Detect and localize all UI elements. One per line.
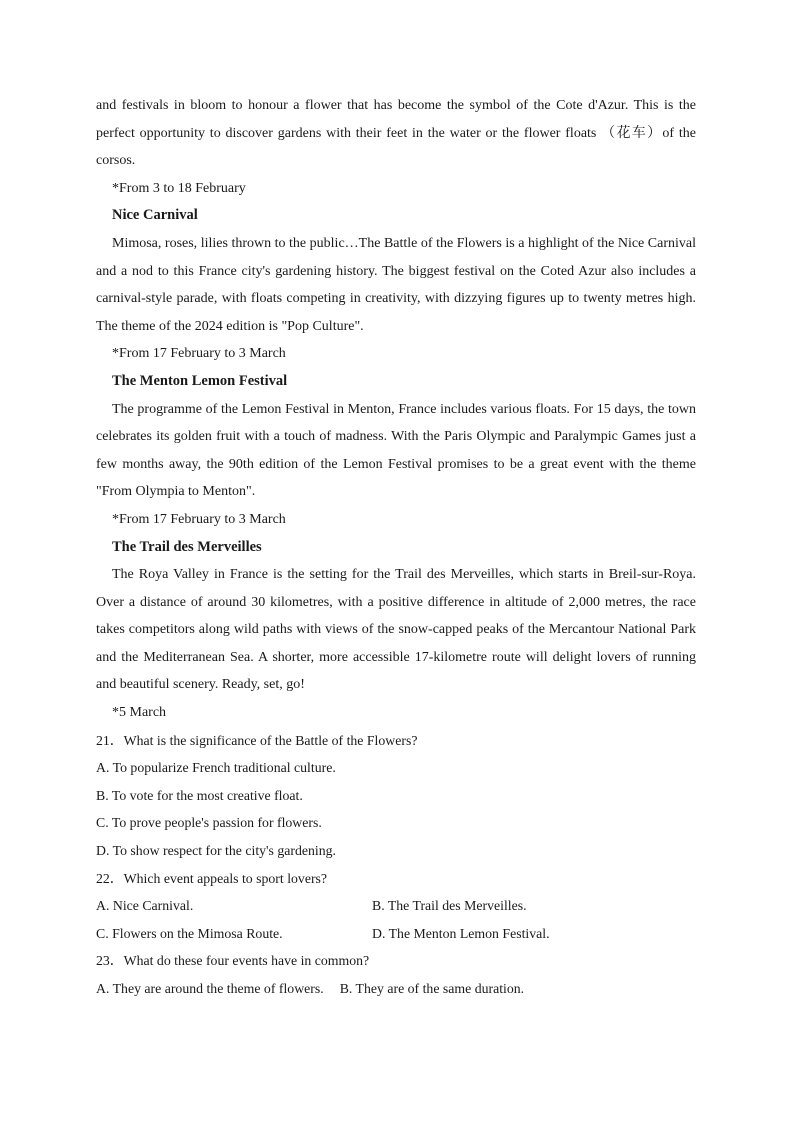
q21-option-c: C. To prove people's passion for flowers. bbox=[96, 815, 322, 831]
q22-options-row-1 bbox=[96, 892, 696, 920]
question-22: 22．Which event appeals to sport lovers? bbox=[96, 870, 328, 886]
event-date-lemon-festival: *From 17 February to 3 March bbox=[112, 511, 286, 527]
q21-option-a: A. To popularize French traditional culture. bbox=[96, 760, 336, 776]
q23-options-row-1 bbox=[96, 975, 696, 1003]
event-date-trail: *5 March bbox=[112, 705, 167, 721]
q21-option-b: B. To vote for the most creative float. bbox=[96, 787, 303, 803]
q22-option-a: A. Nice Carnival. bbox=[96, 898, 194, 914]
event-date-nice-carnival: *From 17 February to 3 March bbox=[112, 346, 286, 362]
q21-option-d: D. To show respect for the city's gardening. bbox=[96, 843, 336, 859]
intro-paragraph: and festivals in bloom to honour a flower that has become the symbol of the Cote d'Azur. This is the perfect opportunity to discover gardens with their feet in the water or the flower floats （花车）of the corsos. bbox=[96, 98, 696, 169]
q23-option-b: B. They are of the same duration. bbox=[339, 981, 525, 996]
question-21: 21．What is the significance of the Battle of the Flowers? bbox=[96, 732, 418, 748]
q22-options-row-2 bbox=[96, 920, 696, 948]
event-text-lemon-festival: The programme of the Lemon Festival in Menton, France includes various floats. For 15 days, the town celebrates its golden fruit with a touch of madness. With the Paris Olympic and Paralympic Games just a few months away, the 90th edition of the Lemon Festival promises to be a great event with the theme "From Olympia to Menton". bbox=[96, 401, 696, 500]
event-text-nice-carnival: Mimosa, roses, lilies thrown to the public…The Battle of the Flowers is a highlight of the Nice Carnival and a nod to this France city's gardening history. The biggest festival on the Coted Azur also includes a carnival-style parade, with floats competing in creativity, with dizzying figures up to twenty metres high. The theme of the 2024 edition is "Pop Culture". bbox=[96, 235, 696, 334]
event-title-nice-carnival: Nice Carnival bbox=[112, 207, 198, 224]
q22-option-c: C. Flowers on the Mimosa Route. bbox=[96, 925, 283, 941]
question-23: 23．What do these four events have in common? bbox=[96, 953, 370, 969]
document-page bbox=[96, 92, 696, 1003]
event-title-lemon-festival: The Menton Lemon Festival bbox=[112, 372, 288, 389]
event-title-trail: The Trail des Merveilles bbox=[112, 538, 262, 555]
intro-date: *From 3 to 18 February bbox=[112, 180, 246, 196]
q22-option-d: D. The Menton Lemon Festival. bbox=[372, 925, 550, 941]
q22-option-b: B. The Trail des Merveilles. bbox=[372, 898, 527, 914]
event-text-trail: The Roya Valley in France is the setting for the Trail des Merveilles, which starts in Breil-sur-Roya. Over a distance of around 30 kilometres, with a positive difference in altitude of 2,000 metres, the race takes competitors along wild paths with views of the snow-capped peaks of the Mercantour National Park and the Mediterranean Sea. A shorter, more accessible 17-kilometre route will delight lovers of running and beautiful scenery. Ready, set, go! bbox=[96, 567, 696, 693]
q23-option-a: A. They are around the theme of flowers. bbox=[96, 981, 324, 996]
